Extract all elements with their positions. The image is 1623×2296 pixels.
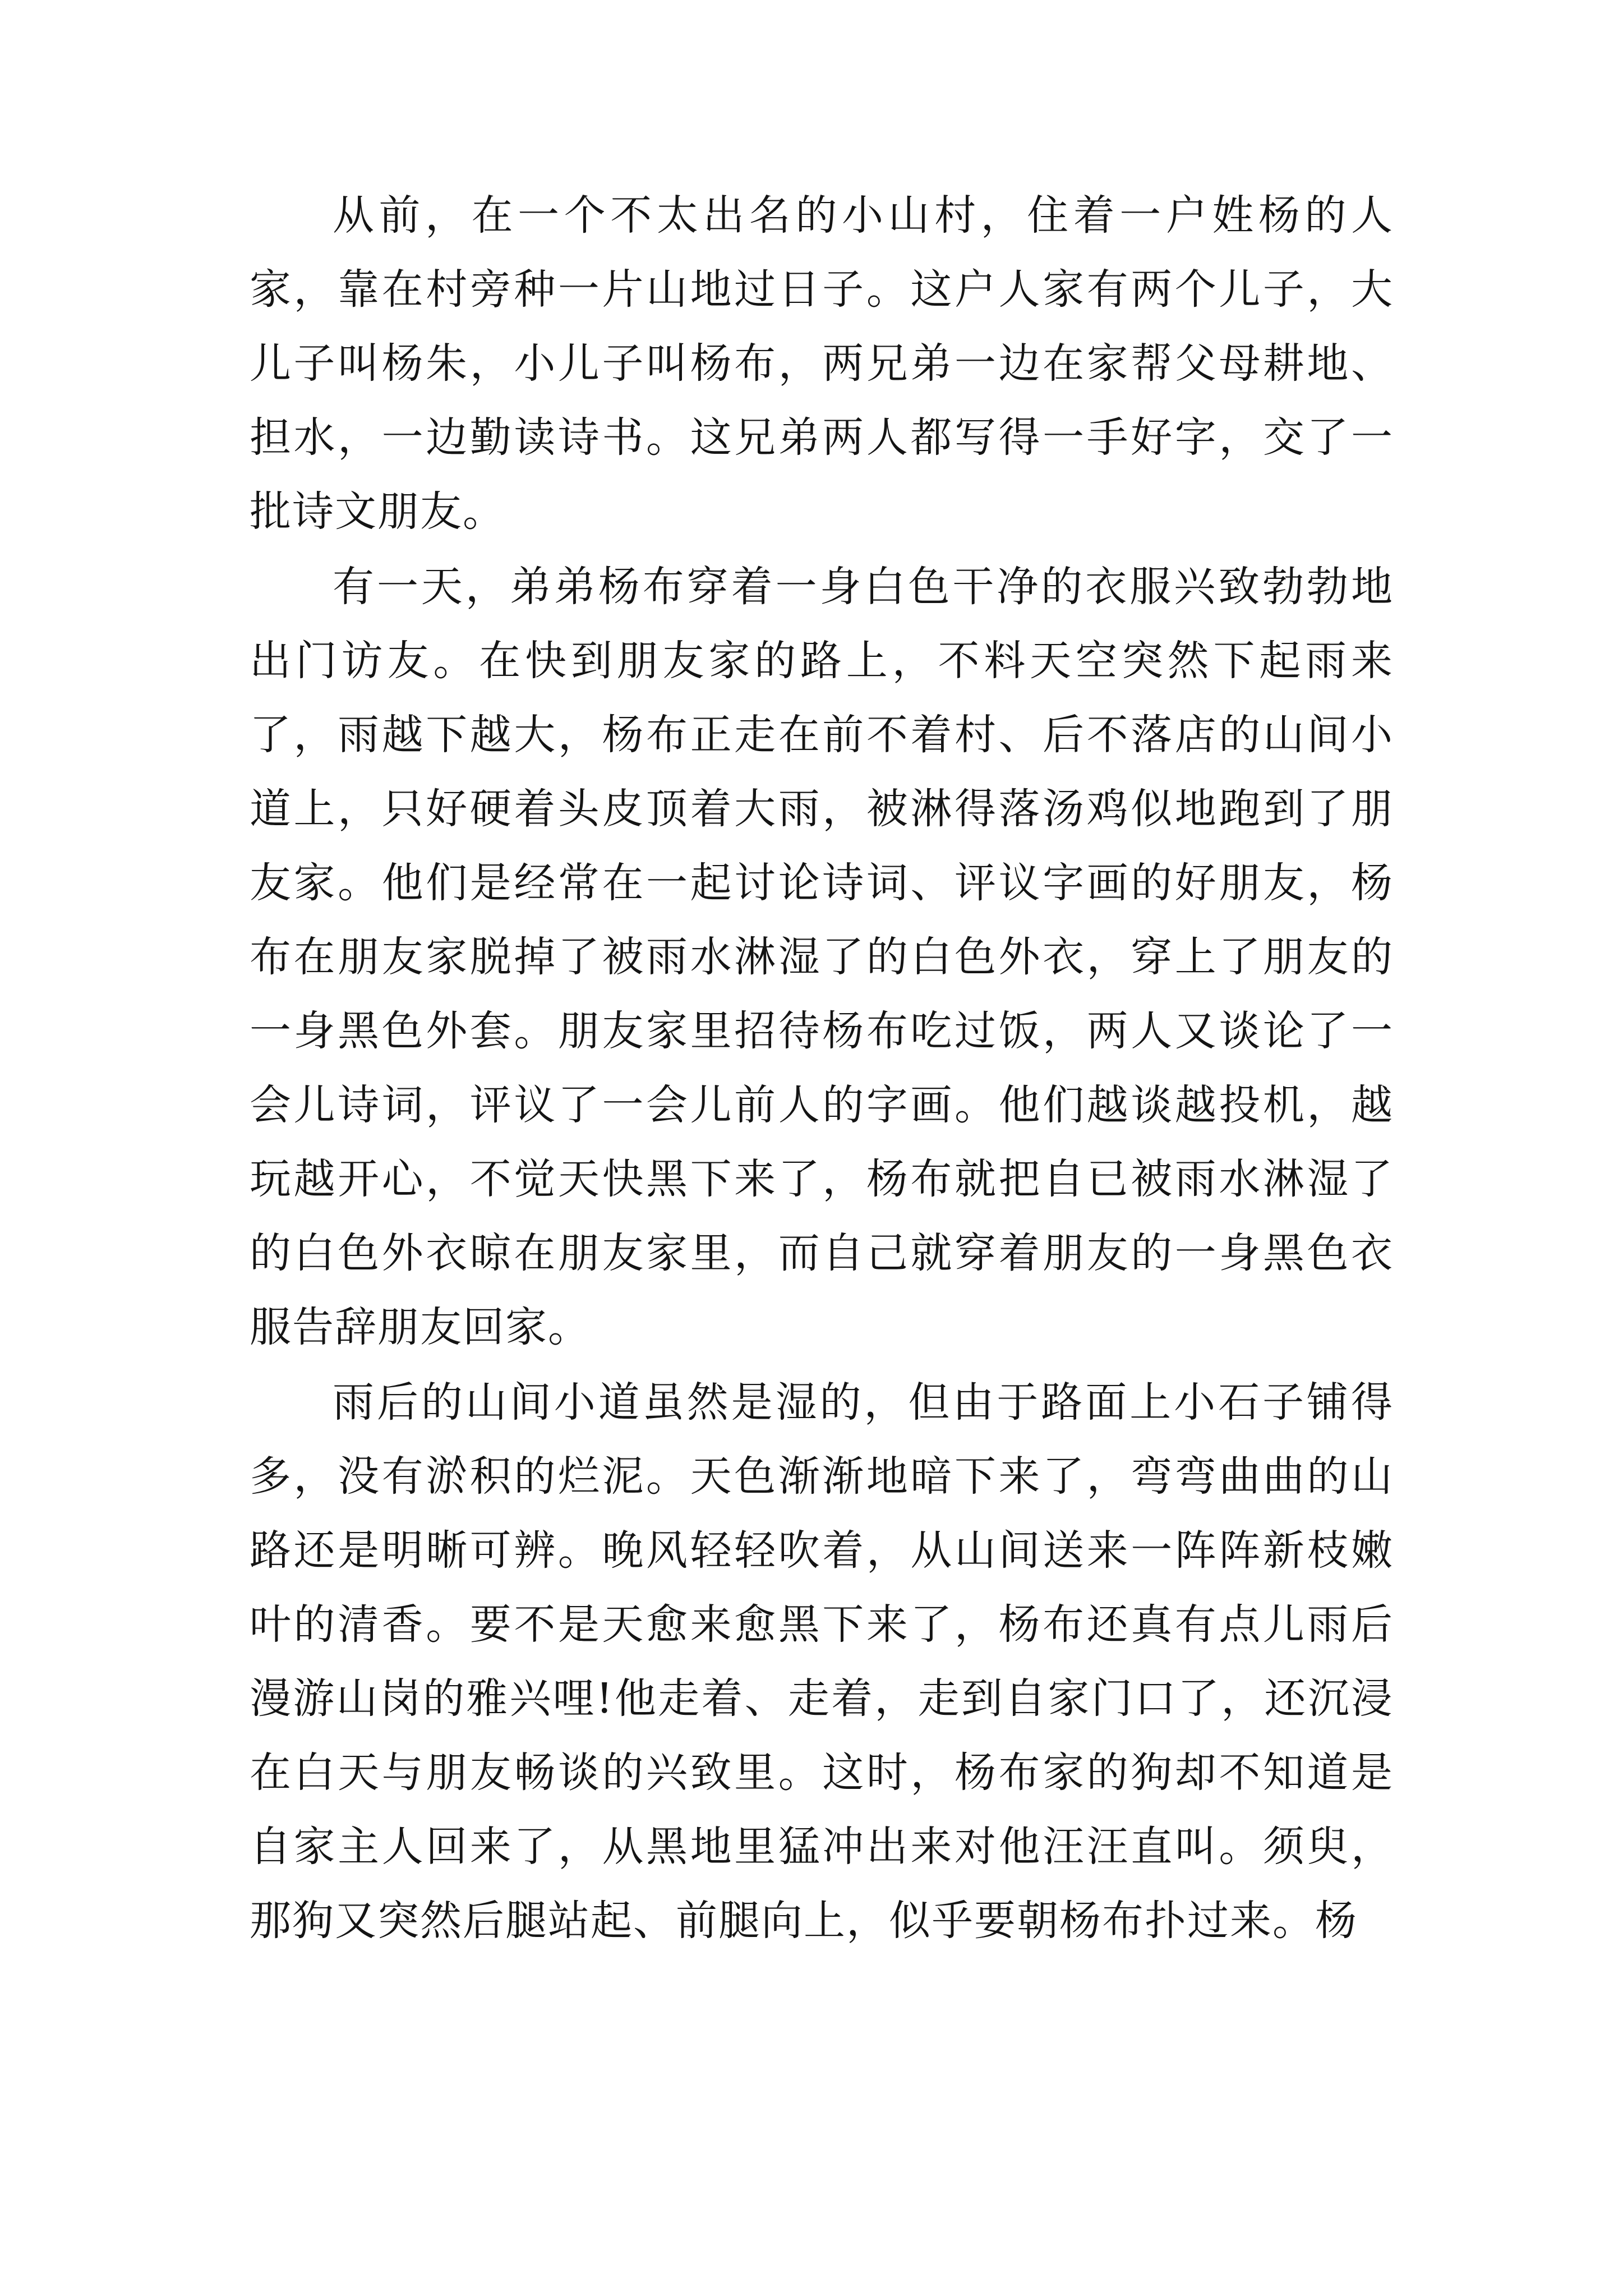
paragraph-2: 有一天，弟弟杨布穿着一身白色干净的衣服兴致勃勃地出门访友。在快到朋友家的路上，不料天空突然下起雨来了，雨越下越大，杨布正走在前不着村、后不落店的山间小道上，只好硬着头皮顶着大雨，被淋得落汤鸡似地跑到了朋友家。他们是经常在一起讨论诗词、评议字画的好朋友，杨布在朋友家脱掉了被雨水淋湿了的白色外衣，穿上了朋友的一身黑色外套。朋友家里招待杨布吃过饭，两人又谈论了一会儿诗词，评议了一会儿前人的字画。他们越谈越投机，越玩越开心，不觉天快黑下来了，杨布就把自已被雨水淋湿了的白色外衣晾在朋友家里，而自己就穿着朋友的一身黑色衣服告辞朋友回家。 bbox=[250, 563, 1394, 1351]
story-text bbox=[250, 178, 1394, 1959]
paragraph-3: 雨后的山间小道虽然是湿的，但由于路面上小石子铺得多，没有淤积的烂泥。天色渐渐地暗下来了，弯弯曲曲的山路还是明晰可辨。晚风轻轻吹着，从山间送来一阵阵新枝嫩叶的清香。要不是天愈来愈黑下来了，杨布还真有点儿雨后漫游山岗的雅兴哩!他走着、走着，走到自家门口了，还沉浸在白天与朋友畅谈的兴致里。这时，杨布家的狗却不知道是自家主人回来了，从黑地里猛冲出来对他汪汪直叫。须臾，那狗又突然后腿站起、前腿向上，似乎要朝杨布扑过来。杨 bbox=[250, 1378, 1394, 1945]
paragraph-1: 从前，在一个不太出名的小山村，住着一户姓杨的人家，靠在村旁种一片山地过日子。这户人家有两个儿子，大儿子叫杨朱，小儿子叫杨布，两兄弟一边在家帮父母耕地、担水，一边勤读诗书。这兄弟两人都写得一手好字，交了一批诗文朋友。 bbox=[250, 191, 1394, 536]
